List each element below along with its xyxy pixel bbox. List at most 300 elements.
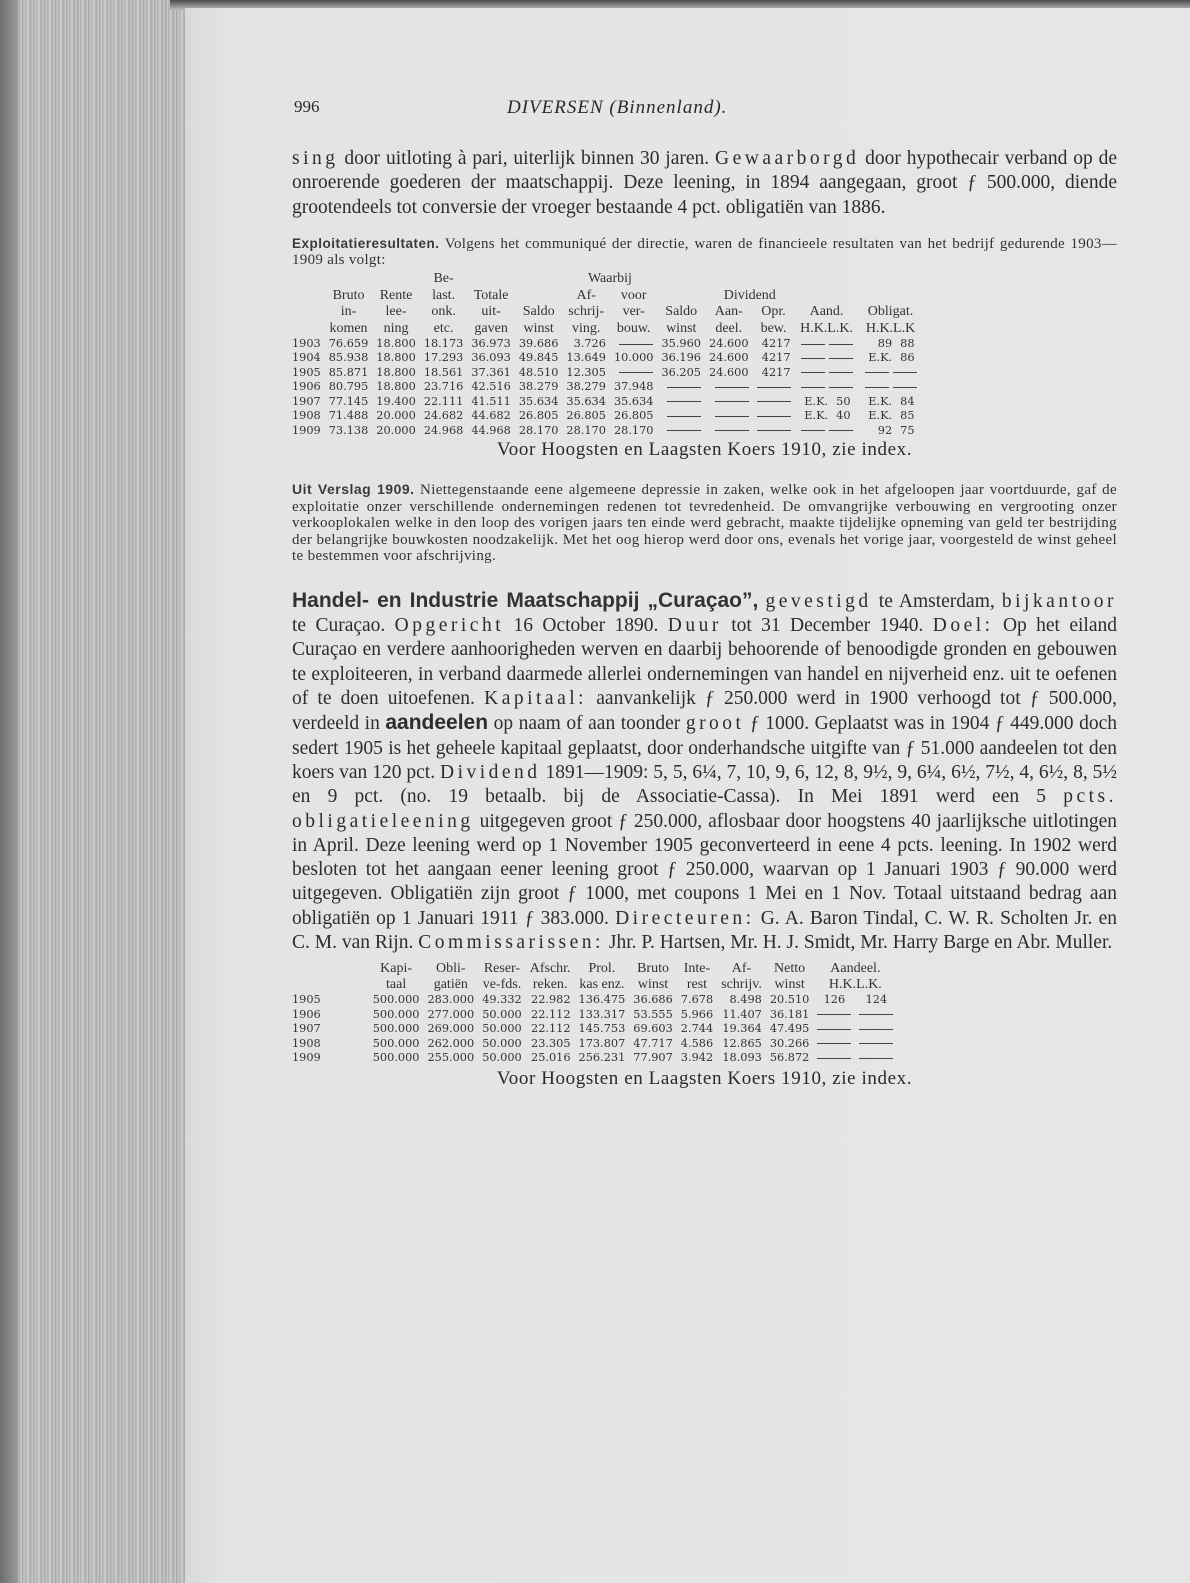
- hkl-value: E.K.: [804, 394, 829, 408]
- dash-placeholder: [829, 372, 853, 373]
- table-cell: 48.510: [518, 365, 559, 379]
- column-header: etc.: [433, 320, 454, 336]
- table-cell: 22.112: [531, 1022, 571, 1036]
- hkl-pair-cell: [795, 366, 859, 380]
- hkl-value: E.K.: [868, 351, 893, 365]
- table-cell: 18.800: [376, 365, 416, 379]
- hkl-value: 50: [836, 394, 851, 408]
- table-cell: 500.000: [372, 993, 420, 1007]
- table-cell: 85.938: [328, 351, 369, 365]
- dash-placeholder: [829, 358, 853, 359]
- dash-placeholder: [715, 387, 749, 388]
- table-cell: 24.600: [709, 337, 749, 351]
- table-cell: 50.000: [482, 1036, 522, 1050]
- table-row: [292, 993, 897, 1008]
- column-header: Netto: [774, 961, 806, 977]
- spaced-term: gevestigd: [765, 590, 872, 612]
- table-cell: 53.555: [633, 1007, 673, 1021]
- column-header: Aandeel.: [830, 961, 881, 977]
- column-header: Bruto: [637, 961, 669, 977]
- hkl-pair-cell: [795, 380, 859, 394]
- table-cell: 69.603: [633, 1022, 673, 1036]
- table-cell: 500.000: [372, 1051, 420, 1065]
- year-cell: 1905: [292, 365, 321, 379]
- table-cell: 42.516: [471, 380, 511, 394]
- text: door uitloting à pari, uiterlijk binnen 30 jaren.: [338, 148, 715, 169]
- table-cell: 47.495: [769, 1022, 810, 1036]
- table-cell: 36.686: [633, 993, 673, 1007]
- hkl-pair-cell: [795, 351, 859, 365]
- column-header: Inte-: [683, 961, 711, 977]
- dash-placeholder: [893, 387, 917, 388]
- column-header: ving.: [571, 320, 601, 336]
- table-cell: 7.678: [680, 993, 714, 1007]
- year-cell: 1908: [292, 1036, 321, 1050]
- table-cell: 4217: [761, 351, 791, 365]
- curacao-paragraph: [292, 589, 1117, 955]
- table-cell: 500.000: [372, 1022, 420, 1036]
- column-header: kas enz.: [579, 977, 625, 993]
- dash-placeholder: [667, 401, 701, 402]
- table-cell: 44.682: [471, 409, 511, 423]
- column-header: uit-: [481, 304, 501, 320]
- table-cell: 500.000: [372, 1036, 420, 1050]
- table-cell: 23.305: [531, 1036, 571, 1050]
- table-cell: 262.000: [427, 1036, 475, 1050]
- hkl-value: 40: [836, 409, 851, 423]
- table-cell: [855, 1022, 897, 1037]
- table-cell: [813, 1008, 855, 1023]
- text: 1891—1909: 5, 5, 6¼, 7, 10, 9, 6, 12, 8, 9½, 9, 6¼, 6½, 7½, 4, 6½, 8, 5½ en 9 pct. (no. 19 betaalb. bij de Associatie-Cassa). In Mei 1891 werd een 5: [292, 761, 1118, 808]
- table-cell: [610, 337, 658, 351]
- column-header: H.K.L.K.: [800, 320, 853, 336]
- spaced-term: Doel:: [932, 615, 994, 637]
- dash-placeholder: [619, 372, 653, 373]
- section-heading: Exploitatieresultaten.: [292, 235, 440, 251]
- dash-placeholder: [757, 416, 791, 417]
- table-cell: 283.000: [427, 993, 475, 1007]
- table-cell: 36.205: [661, 365, 701, 379]
- text: uitgegeven groot ƒ 250.000, aflosbaar door hoogstens 40 jaarlijksche uitlotingen in April. Deze leening werd op 1 November 1905 geconverteerd in eene 4 pcts. leening. In 1902 werd besloten tot het aangaan eener leening groot ƒ 250.000, waarvan op 1 Januari 1903 ƒ 90.000 werd uitgegeven. Obligatiën zijn groot ƒ 1000, met coupons 1 Mei en 1 Nov. Totaal uitstaand bedrag aan obligatiën op 1 Januari 1911 ƒ 383.000.: [292, 810, 1117, 929]
- table-cell: 37.361: [471, 365, 511, 379]
- section-heading: Uit Verslag 1909.: [292, 480, 415, 497]
- column-header: Totale: [473, 287, 509, 303]
- table-cell: 4.586: [680, 1036, 714, 1050]
- column-header: [292, 961, 369, 977]
- table-cell: [813, 1037, 855, 1052]
- column-header: ve-fds.: [482, 977, 522, 993]
- hkl-value: E.K.: [804, 409, 829, 423]
- spaced-term: Gewaarborgd: [715, 148, 860, 169]
- table-cell: [753, 380, 795, 394]
- table-cell: [610, 366, 658, 380]
- table-cell: 277.000: [427, 1007, 475, 1021]
- column-group-header: Be-: [433, 271, 454, 287]
- column-group-header: Waarbij: [587, 271, 632, 287]
- table-cell: 13.649: [566, 351, 606, 365]
- hkl-pair-cell: [859, 351, 923, 365]
- table-cell: [855, 1037, 897, 1052]
- table-row: [292, 424, 923, 438]
- dash-placeholder: [801, 430, 825, 431]
- table-row: [292, 409, 923, 423]
- dash-placeholder: [829, 387, 853, 388]
- column-header: lee-: [385, 304, 407, 320]
- column-header: gaven: [474, 320, 508, 336]
- column-header: Obligat.: [867, 304, 914, 320]
- column-header: bouw.: [616, 320, 651, 336]
- text: Niettegenstaande eene algemeene depressie in zaken, welke ook in het afgeloopen jaar voortduurde, gaf de exploitatie onzer verschillende ondernemingen redenen tot tevredenheid. De omvangrijke verbouwing en vergrooting onzer verkooplokalen welke in den loop des vorigen jaars ten einde werd gebracht, maakte tijdelijke opneming van geld ter bestrijding der belangrijke bouwkosten noodzakelijk. Met het oog hierop werd door ons, evenals het vorige jaar, voorgesteld de winst geheel te bestemmen voor afschrijving.: [292, 481, 1117, 565]
- column-header: schrij-: [568, 304, 605, 320]
- dash-placeholder: [817, 1014, 851, 1015]
- table-cell: 18.093: [722, 1051, 762, 1065]
- dash-placeholder: [801, 387, 825, 388]
- hkl-pair-cell: [859, 337, 923, 351]
- table-cell: 35.634: [518, 394, 559, 408]
- column-header: Prol.: [588, 961, 616, 977]
- dash-placeholder: [829, 344, 853, 345]
- dash-placeholder: [757, 387, 791, 388]
- table-row: [292, 395, 923, 409]
- table-cell: [753, 409, 795, 423]
- column-header: in-: [340, 304, 357, 320]
- table-cell: 80.795: [328, 380, 369, 394]
- table-cell: 38.279: [518, 380, 559, 394]
- exploitatie-table: [292, 271, 923, 438]
- table-cell: [705, 380, 753, 394]
- column-header: last.: [432, 287, 456, 303]
- table-cell: [705, 409, 753, 423]
- running-header: [292, 95, 1117, 125]
- dash-placeholder: [859, 1043, 893, 1044]
- table-cell: 38.279: [566, 380, 606, 394]
- table-cell: 18.800: [376, 337, 416, 351]
- table-cell: 28.170: [566, 423, 606, 437]
- table-cell: 19.364: [722, 1022, 762, 1036]
- dash-placeholder: [859, 1029, 893, 1030]
- table-cell: 18.561: [423, 365, 464, 379]
- table-cell: 50.000: [482, 1051, 522, 1065]
- table-cell: 56.872: [769, 1051, 810, 1065]
- table-cell: 36.093: [471, 351, 511, 365]
- column-header: taal: [386, 977, 407, 993]
- year-cell: 1909: [292, 1051, 321, 1065]
- table-cell: 73.138: [328, 423, 369, 437]
- column-header: onk.: [431, 304, 456, 320]
- table-header-row: [292, 961, 897, 977]
- table-cell: 26.805: [566, 409, 606, 423]
- text: 16 October 1890.: [504, 615, 668, 637]
- hkl-value: 92: [877, 423, 893, 437]
- spaced-term: groot: [685, 713, 745, 735]
- dash-placeholder: [817, 1029, 851, 1030]
- dash-placeholder: [865, 387, 889, 388]
- year-cell: 1903: [292, 337, 321, 351]
- table-cell: 25.016: [531, 1051, 571, 1065]
- book-page-edges: [0, 0, 185, 1583]
- table-cell: 28.170: [613, 423, 654, 437]
- text: Volgens het communiqué der directie, waren de financieele resultaten van het bedrijf gedurende 1903—1909 als volgt:: [292, 235, 1117, 269]
- text: ƒ 1000. Geplaatst was in 1904 ƒ 449.000 doch sedert 1905 is het geheele kapitaal geplaatst, door onderhandsche uitgifte van ƒ 51.000 aandeelen tot den koers van 120 pct.: [292, 713, 1117, 783]
- table-cell: [813, 1051, 855, 1066]
- column-header: winst: [774, 977, 805, 993]
- dash-placeholder: [667, 416, 701, 417]
- year-cell: 1907: [292, 394, 321, 408]
- table-cell: 50.000: [482, 1022, 522, 1036]
- table-cell: 47.717: [633, 1036, 673, 1050]
- table-cell: [657, 395, 705, 409]
- hkl-value: 75: [900, 423, 915, 437]
- year-cell: 1905: [292, 993, 321, 1007]
- exploitatie-table-body: [292, 337, 923, 438]
- column-header: H.K.L.K: [865, 320, 916, 336]
- table-cell: 77.907: [633, 1051, 673, 1065]
- table-cell: 500.000: [372, 1007, 420, 1021]
- table-row: [292, 380, 923, 394]
- table-cell: 41.511: [471, 394, 511, 408]
- koers-note: Voor Hoogsten en Laagsten Koers 1910, zie index.: [496, 438, 913, 460]
- dash-placeholder: [715, 430, 749, 431]
- table-cell: 26.805: [613, 409, 654, 423]
- table-cell: 173.807: [578, 1036, 626, 1050]
- text: aanvankelijk ƒ 250.000 werd in 1900 verhoogd tot ƒ 500.000, verdeeld in: [292, 688, 1117, 735]
- table-cell: 44.968: [471, 423, 511, 437]
- table-cell: [753, 395, 795, 409]
- table-row: [292, 337, 923, 351]
- table-cell: [855, 1051, 897, 1066]
- hkl-value: 85: [900, 409, 915, 423]
- table-header-row: [292, 977, 897, 993]
- hkl-value: E.K.: [868, 409, 893, 423]
- verslag-paragraph: [292, 481, 1117, 565]
- table-cell: 37.948: [613, 380, 654, 394]
- table-cell: 8.498: [729, 993, 762, 1007]
- spaced-term: Duur: [667, 615, 722, 637]
- table-cell: [813, 1022, 855, 1037]
- dash-placeholder: [619, 344, 653, 345]
- table-cell: 49.332: [482, 993, 522, 1007]
- table-row: [292, 1008, 897, 1023]
- hkl-value: 84: [900, 394, 915, 408]
- spaced-term: Opgericht: [394, 615, 505, 637]
- dash-placeholder: [829, 430, 853, 431]
- column-header: Obli-: [436, 961, 466, 977]
- text: Op het eiland Curaçao en verdere aanhoorigheden werven en daarbij behoorende of benoodigde gronden en gebouwen te exploiteeren, in verband daarmede allerlei ondernemingen van handel en nijverheid enz. uit te oefenen of te doen uitoefenen.: [292, 615, 1117, 710]
- hkl-pair-cell: [795, 395, 859, 409]
- table-cell: 22.112: [531, 1007, 571, 1021]
- table-cell: 36.181: [769, 1007, 810, 1021]
- spaced-term: Directeuren:: [615, 907, 755, 929]
- column-header: Opr.: [761, 304, 786, 320]
- exploitatie-paragraph: [292, 236, 1117, 269]
- table-cell: 12.865: [722, 1036, 762, 1050]
- dash-placeholder: [801, 358, 825, 359]
- table-cell: [657, 424, 705, 438]
- column-header: Kapi-: [380, 961, 413, 977]
- table-cell: 11.407: [722, 1007, 762, 1021]
- year-cell: 1909: [292, 423, 321, 437]
- table-cell: 85.871: [328, 365, 369, 379]
- column-header: Rente: [379, 287, 413, 303]
- year-cell: 1907: [292, 1022, 321, 1036]
- dash-placeholder: [715, 401, 749, 402]
- spaced-term: sing: [292, 148, 339, 169]
- table-cell: 4217: [761, 365, 791, 379]
- year-cell: 1908: [292, 409, 321, 423]
- table-cell: [705, 424, 753, 438]
- hkl-pair-cell: [859, 366, 923, 380]
- column-group-header: Dividend: [723, 287, 776, 303]
- column-header: Afschr.: [529, 961, 571, 977]
- hkl-value: 89: [877, 337, 893, 351]
- page-number: 996: [294, 97, 320, 116]
- column-header: Saldo: [665, 304, 698, 320]
- table-cell: 20.000: [376, 409, 416, 423]
- hkl-pair-cell: [859, 395, 923, 409]
- table-cell: 24.600: [709, 365, 749, 379]
- dash-placeholder: [865, 372, 889, 373]
- table-cell: 256.231: [578, 1051, 626, 1065]
- table-cell: 30.266: [769, 1036, 810, 1050]
- hkl-pair-cell: [795, 337, 859, 351]
- dash-placeholder: [667, 387, 701, 388]
- table-cell: 28.170: [518, 423, 559, 437]
- column-header: rest: [686, 977, 708, 993]
- hkl-pair-cell: [859, 380, 923, 394]
- hkl-pair-cell: [795, 424, 859, 438]
- table-cell: 145.753: [578, 1022, 626, 1036]
- hkl-pair-cell: [795, 409, 859, 423]
- table-cell: [657, 409, 705, 423]
- hkl-pair-cell: [859, 424, 923, 438]
- dash-placeholder: [817, 1058, 851, 1059]
- table-cell: 126: [823, 993, 846, 1007]
- column-header: reken.: [532, 977, 568, 993]
- column-header: winst: [523, 320, 554, 336]
- table-cell: 20.510: [769, 993, 810, 1007]
- text: G. A. Baron Tindal, C. W. R. Scholten Jr. en C. M. van Rijn.: [292, 907, 1117, 954]
- table-cell: 124: [865, 993, 888, 1007]
- table-cell: 5.966: [680, 1007, 714, 1021]
- dash-placeholder: [757, 430, 791, 431]
- table-cell: 133.317: [578, 1007, 626, 1021]
- hkl-pair-cell: [859, 409, 923, 423]
- page-content: [292, 95, 1117, 1090]
- column-header: gatiën: [433, 977, 468, 993]
- table-cell: 22.111: [423, 394, 464, 408]
- intro-paragraph: [292, 147, 1117, 220]
- table-cell: 24.682: [423, 409, 464, 423]
- table-cell: 50.000: [482, 1007, 522, 1021]
- column-header: Saldo: [522, 304, 555, 320]
- dash-placeholder: [859, 1058, 893, 1059]
- table-cell: 23.716: [423, 380, 464, 394]
- year-cell: 1906: [292, 1007, 321, 1021]
- table-cell: 35.634: [613, 394, 654, 408]
- text: Jhr. P. Hartsen, Mr. H. J. Smidt, Mr. Harry Barge en Abr. Muller.: [603, 932, 1113, 954]
- table-cell: 35.960: [661, 337, 701, 351]
- table-cell: 36.196: [661, 351, 701, 365]
- column-header: komen: [329, 320, 368, 336]
- table-cell: [855, 1008, 897, 1023]
- table-row: [292, 1051, 897, 1066]
- table-cell: 3.726: [573, 337, 606, 351]
- table-row: [292, 351, 923, 365]
- table-row: [292, 366, 923, 380]
- table-cell: 36.973: [471, 337, 511, 351]
- dash-placeholder: [757, 401, 791, 402]
- table-cell: 255.000: [427, 1051, 475, 1065]
- column-header: ver-: [622, 304, 645, 320]
- column-header: Aand.: [809, 304, 844, 320]
- table-cell: 49.845: [518, 351, 559, 365]
- table-cell: 12.305: [566, 365, 606, 379]
- table-header-row: [292, 321, 923, 338]
- column-header: Bruto: [332, 287, 365, 303]
- table-cell: 35.634: [566, 394, 606, 408]
- column-header: bew.: [760, 320, 787, 336]
- column-header: Af-: [576, 287, 596, 303]
- column-header: Aan-: [714, 304, 743, 320]
- running-title: DIVERSEN (Binnenland).: [507, 97, 728, 118]
- dash-placeholder: [801, 372, 825, 373]
- table-header-row: [292, 288, 923, 305]
- text: tot 31 December 1940.: [721, 615, 933, 637]
- column-header: Reser-: [483, 961, 521, 977]
- column-header: [292, 977, 369, 993]
- spaced-term: pcts. obligatieleening: [292, 786, 1117, 832]
- table-cell: 76.659: [328, 337, 369, 351]
- column-header: H.K.L.K.: [828, 977, 882, 993]
- column-header: deel.: [715, 320, 743, 336]
- text: te Curaçao.: [292, 615, 395, 637]
- text: door hypothecair verband op de onroerende goederen der maatschappij. Deze leening, in 1894 aangegaan, groot ƒ 500.000, diende grootendeels tot conversie der vroeger bestaande 4 pct. obligatiën van 1886.: [292, 148, 1118, 218]
- company-heading: Handel- en Industrie Maatschappij „Curaçao”,: [292, 588, 759, 612]
- dash-placeholder: [667, 430, 701, 431]
- text: te Amsterdam,: [871, 590, 1002, 612]
- spaced-term: Dividend: [439, 761, 541, 783]
- column-header: voor: [620, 287, 647, 303]
- table-cell: [705, 395, 753, 409]
- table-cell: 24.600: [709, 351, 749, 365]
- table-cell: 18.800: [376, 351, 416, 365]
- table-header-row: [292, 304, 923, 321]
- dash-placeholder: [801, 344, 825, 345]
- table-cell: 26.805: [518, 409, 559, 423]
- dash-placeholder: [859, 1014, 893, 1015]
- spaced-term: bijkantoor: [1001, 590, 1117, 612]
- table-cell: 18.173: [423, 337, 464, 351]
- table-cell: 2.744: [680, 1022, 714, 1036]
- hkl-value: 86: [900, 351, 915, 365]
- column-header: winst: [637, 977, 669, 993]
- table-cell: 71.488: [328, 409, 369, 423]
- table-cell: 17.293: [423, 351, 464, 365]
- curacao-table: [292, 961, 897, 1066]
- table-cell: 10.000: [613, 351, 654, 365]
- table-cell: 19.400: [376, 394, 416, 408]
- column-header: winst: [666, 320, 697, 336]
- dash-placeholder: [893, 372, 917, 373]
- table-row: [292, 1022, 897, 1037]
- hkl-value: 88: [900, 337, 915, 351]
- table-cell: 18.800: [376, 380, 416, 394]
- column-header: Af-: [731, 961, 752, 977]
- table-cell: [753, 424, 795, 438]
- table-cell: 20.000: [376, 423, 416, 437]
- column-header: schrijv.: [721, 977, 762, 993]
- dash-placeholder: [715, 416, 749, 417]
